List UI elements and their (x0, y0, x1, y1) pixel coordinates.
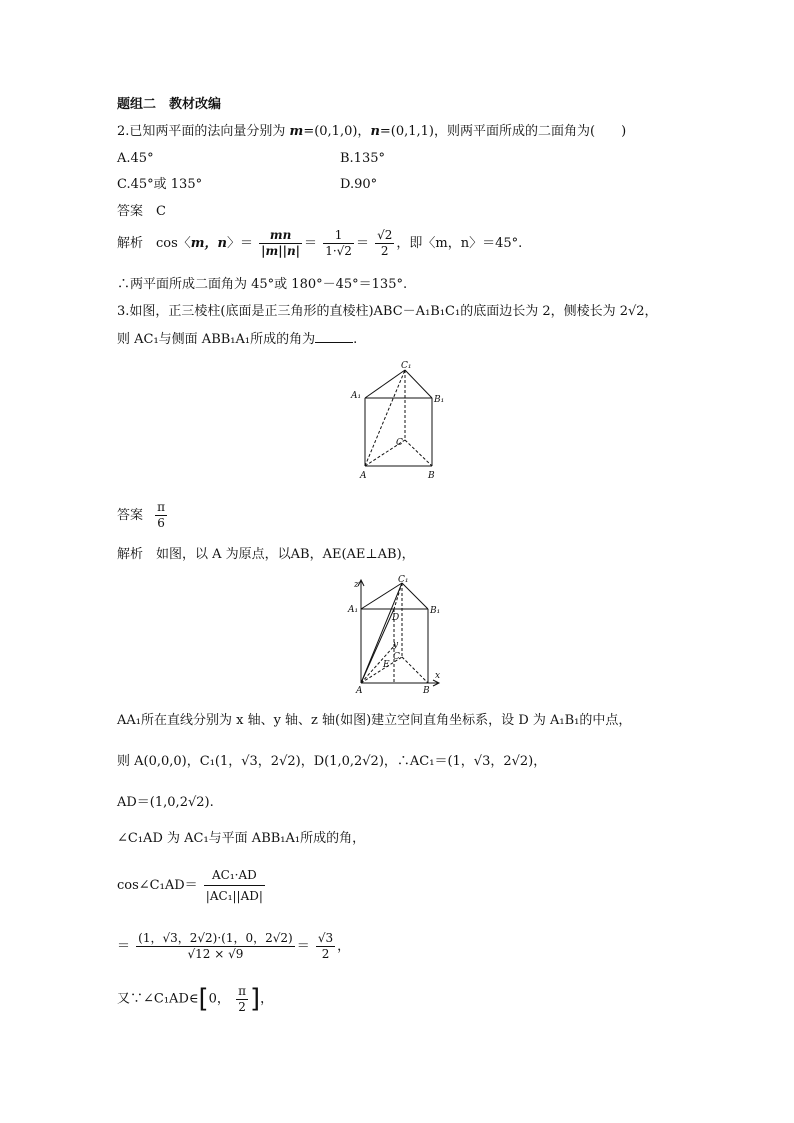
fig1-edge-c1b1 (405, 370, 432, 398)
q3-eval-den: √12 × √9 (187, 947, 244, 961)
q3-eval-result (316, 931, 335, 962)
q2-options-row1 (117, 150, 385, 168)
q2-option-d: D.90° (340, 177, 378, 192)
q2-frac-result-den: 2 (380, 244, 389, 258)
fig2-label-a: A (356, 686, 363, 696)
q3-stem-line2 (117, 330, 357, 349)
q3-cos-frac (204, 865, 265, 906)
q2-frac-one-num: 1 (323, 228, 354, 244)
q2-stem-eq2: =(0,1,1)，则两平面所成的二面角为( ) (379, 124, 627, 139)
q2-stem (117, 123, 626, 141)
q3-evaluation (117, 930, 350, 964)
q3-cos-expression (117, 862, 267, 910)
q2-option-c: C.45°或 135° (117, 177, 203, 192)
q3-range-left-bracket: [ (198, 984, 209, 1014)
fig1-label-a1: A₁ (351, 391, 362, 401)
fig1-label-b1: B₁ (434, 395, 445, 405)
q3-answer-label: 答案 (117, 508, 144, 523)
fig1-edge-cb (405, 440, 432, 466)
q2-conclusion: ∴两平面所成二面角为 45°或 180°－45°＝135°. (117, 277, 408, 292)
q2-vector-n: n (370, 124, 380, 139)
fig2-label-a1: A₁ (348, 605, 359, 615)
q3-range (117, 982, 273, 1017)
fig2-label-e: E (383, 660, 390, 670)
q3-sol-line2: AA₁所在直线分别为 x 轴、y 轴、z 轴(如图)建立空间直角坐标系，设 D 为 A₁B₁的中点， (117, 713, 632, 728)
fig2-label-b: B (423, 686, 430, 696)
q2-sol-label: 解析 cos〈 (117, 236, 191, 251)
fig2-label-c1: C₁ (398, 575, 409, 585)
prism-figure-1 (345, 360, 455, 485)
q3-range-tail: ， (260, 991, 274, 1007)
q3-eval-tail: ， (337, 939, 351, 954)
q3-sol-line3: 则 A(0,0,0)，C₁(1，√3，2√2)，D(1,0,2√2)，∴AC₁＝(1，√3，2√2)， (117, 754, 547, 769)
fig1-edge-a1c1 (365, 370, 405, 398)
fig2-edge-c1b1 (402, 583, 428, 609)
fig1-label-a: A (360, 471, 367, 481)
q2-option-a: A.45° (117, 151, 154, 166)
q2-stem-start: 2.已知两平面的法向量分别为 (117, 124, 290, 139)
q2-sol-close: 〉＝ (227, 236, 254, 251)
q3-range-zero: 0， (208, 991, 230, 1007)
fig2-edge-a1c1 (361, 583, 402, 609)
fig1-label-b: B (428, 471, 435, 481)
q3-range-frac (236, 984, 248, 1015)
fig2-label-d: D (392, 613, 400, 623)
prism-figure-2 (345, 575, 455, 700)
q2-solution (117, 228, 522, 259)
q3-cos-num: AC₁·AD (204, 865, 265, 886)
q2-vector-m: m (289, 124, 304, 139)
q3-eval-eq: ＝ (296, 939, 310, 954)
q2-frac-mn-den: |m||n| (261, 244, 301, 258)
q3-cos-den: |AC₁||AD| (205, 889, 263, 903)
q2-sol-tail: ，即〈m，n〉＝45°. (396, 236, 523, 251)
q2-options-row2 (117, 176, 378, 194)
fig2-label-z: z (354, 580, 359, 590)
q3-range-den: 2 (238, 999, 246, 1014)
q3-answer-frac (155, 500, 167, 531)
q3-range-num: π (238, 983, 246, 998)
q3-range-prefix: 又∵∠C₁AD∈ (117, 991, 199, 1007)
fig2-vector-ad (361, 609, 394, 683)
section-title: 题组二 教材改编 (117, 97, 222, 112)
q3-sol-line1: 解析 如图，以 A 为原点，以AB，AE(AE⊥AB)， (117, 547, 415, 562)
fig2-edge-cb (402, 657, 428, 683)
q3-answer-den: 6 (157, 516, 165, 530)
fig1-label-c: C (396, 438, 403, 448)
q2-stem-eq1: =(0,1,0)， (303, 124, 371, 139)
q3-eval-num: (1，√3，2√2)·(1，0，2√2) (138, 931, 293, 945)
fig2-label-y: y (393, 640, 399, 650)
q2-frac-one-den: 1·√2 (325, 244, 352, 258)
q2-frac-mn-num: mn (259, 228, 302, 244)
q3-stem-line2-end: . (353, 332, 358, 347)
q3-eval-res-num: √3 (317, 931, 334, 945)
q2-frac-mn (259, 228, 302, 259)
q3-eval-prefix: ＝ (117, 939, 131, 954)
answer-blank (315, 330, 353, 343)
q3-stem-line2-text: 则 AC₁与侧面 ABB₁A₁所成的角为 (117, 332, 316, 347)
q3-sol-line4: AD＝(1,0,2√2). (117, 795, 214, 810)
fig1-label-c1: C₁ (401, 361, 412, 371)
q2-option-b: B.135° (340, 151, 385, 166)
fig2-axis-y (361, 645, 395, 683)
fig2-label-b1: B₁ (430, 606, 441, 616)
q2-frac-result (375, 228, 394, 259)
q2-answer: 答案 C (117, 204, 166, 219)
q2-sol-mn: m，n (190, 236, 227, 251)
fig2-label-c: C (393, 652, 400, 662)
q3-range-right-bracket: ] (249, 984, 261, 1014)
q3-sol-line5: ∠C₁AD 为 AC₁与平面 ABB₁A₁所成的角， (117, 831, 366, 846)
q3-cos-label: cos∠C₁AD＝ (117, 878, 198, 893)
q3-answer (117, 500, 169, 531)
q3-eval-res-den: 2 (321, 947, 330, 961)
q3-stem-line1: 3.如图，正三棱柱(底面是正三角形的直棱柱)ABC－A₁B₁C₁的底面边长为 2，侧棱长为 2√2， (117, 304, 658, 319)
q3-eval-frac (136, 931, 295, 962)
q2-eq-sign2: ＝ (355, 236, 369, 251)
q2-eq-sign: ＝ (304, 236, 318, 251)
q2-frac-one (323, 228, 354, 259)
fig2-label-x: x (435, 671, 441, 681)
q3-answer-num: π (157, 500, 166, 514)
q2-frac-result-num: √2 (377, 228, 393, 242)
